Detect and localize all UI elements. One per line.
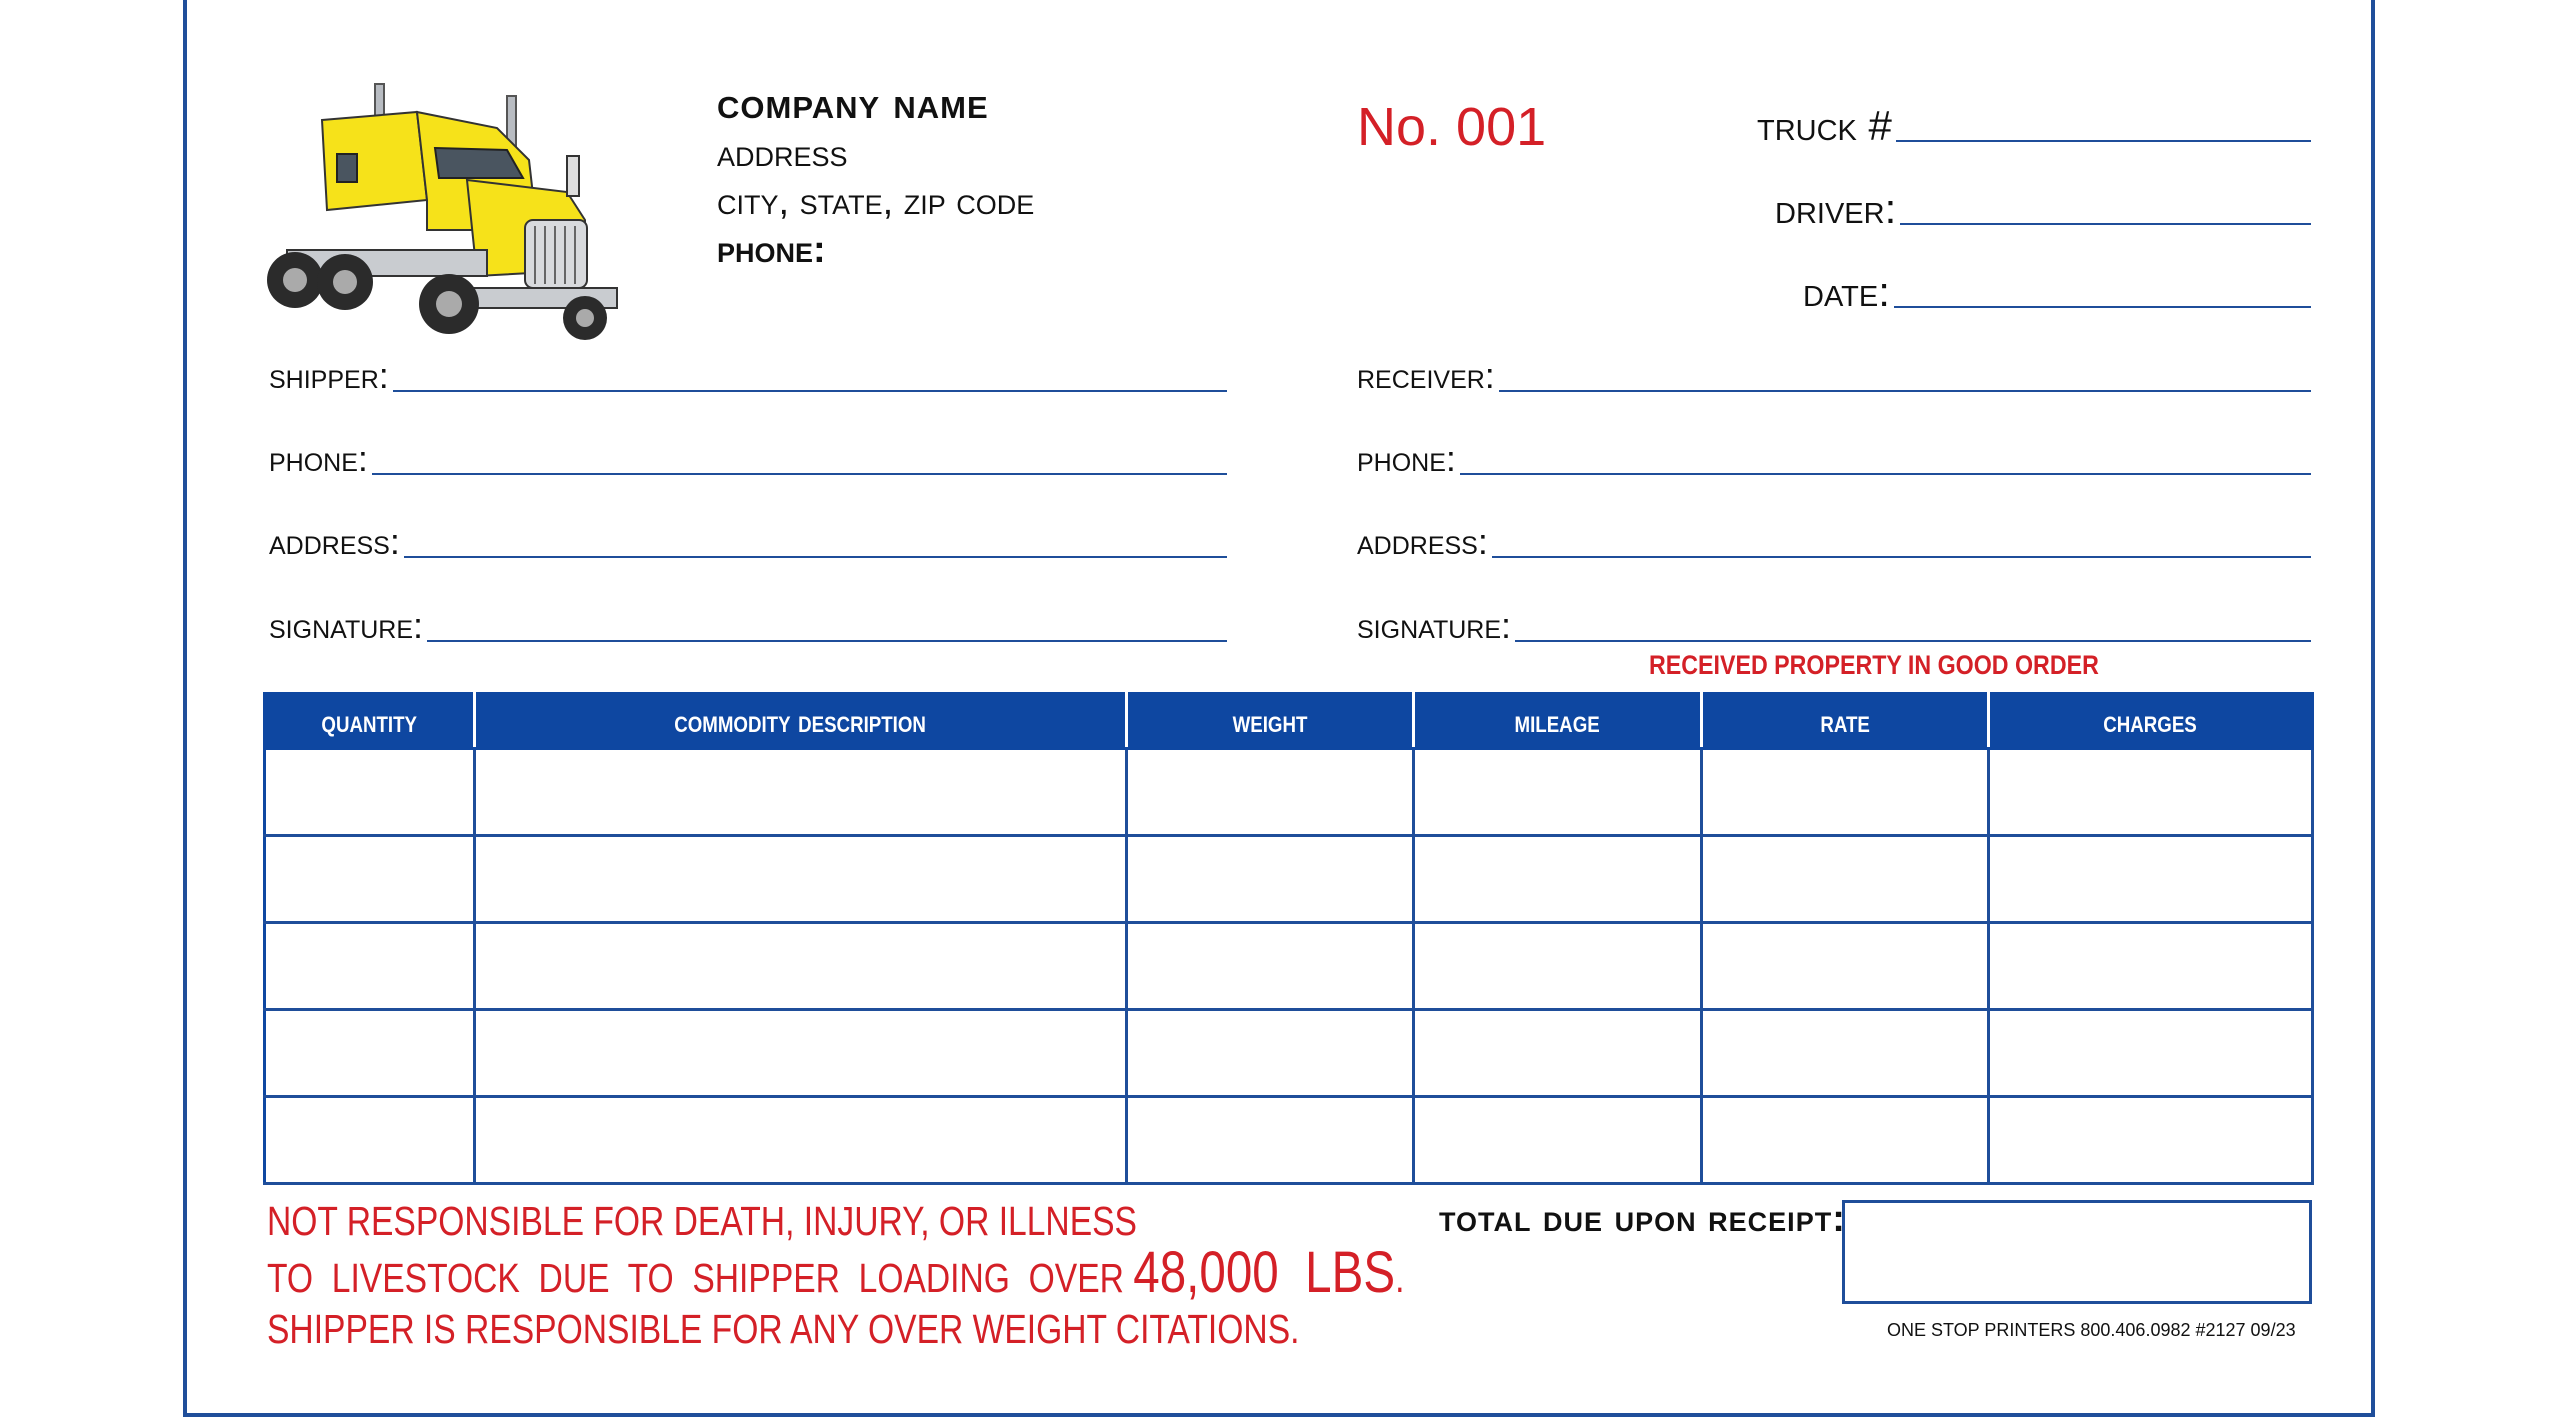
- receiver-line[interactable]: [1499, 389, 2311, 392]
- receiver-phone-label: phone:: [1357, 438, 1456, 479]
- shipper-phone-label: phone:: [269, 438, 368, 479]
- shipper-phone-field[interactable]: [269, 431, 1227, 481]
- company-city-state-zip: city, state, zip code: [717, 181, 1035, 223]
- date-line[interactable]: [1894, 305, 2311, 308]
- company-block: [717, 78, 1034, 274]
- cell-charges[interactable]: [1989, 836, 2313, 923]
- truck-number-label: truck #: [1757, 102, 1892, 149]
- receiver-field[interactable]: [1357, 348, 2311, 398]
- table-header-row: [265, 694, 2313, 749]
- column-header-rate: rate: [1702, 694, 1989, 749]
- cell-mileage[interactable]: [1414, 749, 1702, 836]
- receiver-label: receiver:: [1357, 355, 1495, 396]
- disclaimer-line-2-end: .: [1395, 1255, 1405, 1301]
- cell-weight[interactable]: [1127, 749, 1414, 836]
- disclaimer-line-2: [267, 1240, 1405, 1305]
- cell-commodity-description[interactable]: [475, 923, 1127, 1010]
- cell-quantity[interactable]: [265, 749, 475, 836]
- table-row: [265, 923, 2313, 1010]
- cell-rate[interactable]: [1702, 1097, 1989, 1184]
- receiver-phone-field[interactable]: [1357, 431, 2311, 481]
- shipper-phone-line[interactable]: [372, 472, 1227, 475]
- disclaimer-line-2-text: TO LIVESTOCK DUE TO SHIPPER LOADING OVER: [267, 1255, 1134, 1301]
- cell-quantity[interactable]: [265, 836, 475, 923]
- receiver-address-field[interactable]: [1357, 514, 2311, 564]
- cell-commodity-description[interactable]: [475, 1097, 1127, 1184]
- total-due-box[interactable]: [1842, 1200, 2312, 1304]
- cell-mileage[interactable]: [1414, 923, 1702, 1010]
- table-row: [265, 1010, 2313, 1097]
- cell-mileage[interactable]: [1414, 836, 1702, 923]
- shipper-signature-label: signature:: [269, 605, 423, 646]
- goods-table-body: [265, 749, 2313, 1184]
- received-property-note: RECEIVED PROPERTY IN GOOD ORDER: [1649, 650, 2099, 680]
- shipper-address-field[interactable]: [269, 514, 1227, 564]
- invoice-number: No. 001: [1357, 97, 1547, 157]
- column-header-commodity-description: commodity description: [475, 694, 1127, 749]
- total-due-label: total due upon receipt:: [1439, 1198, 1846, 1240]
- goods-table: [263, 692, 2314, 1185]
- truck-number-line[interactable]: [1896, 139, 2311, 142]
- table-row: [265, 749, 2313, 836]
- cell-rate[interactable]: [1702, 923, 1989, 1010]
- cell-rate[interactable]: [1702, 836, 1989, 923]
- printer-footer: ONE STOP PRINTERS 800.406.0982 #2127 09/23: [1887, 1320, 2296, 1340]
- column-header-weight: weight: [1127, 694, 1414, 749]
- receiver-signature-field[interactable]: [1357, 598, 2311, 648]
- cell-quantity[interactable]: [265, 1097, 475, 1184]
- weight-limit: 48,000 LBS: [1133, 1240, 1396, 1305]
- table-row: [265, 1097, 2313, 1184]
- shipper-signature-line[interactable]: [427, 639, 1227, 642]
- cell-commodity-description[interactable]: [475, 1010, 1127, 1097]
- company-name: company name: [717, 79, 989, 128]
- cell-rate[interactable]: [1702, 749, 1989, 836]
- cell-mileage[interactable]: [1414, 1097, 1702, 1184]
- column-header-mileage: mileage: [1414, 694, 1702, 749]
- shipper-address-label: address:: [269, 521, 400, 562]
- driver-label: driver:: [1775, 185, 1897, 232]
- disclaimer-line-1: NOT RESPONSIBLE FOR DEATH, INJURY, OR ILLNESS: [267, 1198, 1137, 1244]
- disclaimer-line-3: SHIPPER IS RESPONSIBLE FOR ANY OVER WEIGHT CITATIONS.: [267, 1306, 1300, 1352]
- cell-weight[interactable]: [1127, 836, 1414, 923]
- cell-weight[interactable]: [1127, 1010, 1414, 1097]
- cell-commodity-description[interactable]: [475, 836, 1127, 923]
- cell-mileage[interactable]: [1414, 1010, 1702, 1097]
- liability-disclaimer: [267, 1196, 1404, 1355]
- company-phone: phone:: [717, 229, 826, 271]
- receiver-address-line[interactable]: [1492, 555, 2311, 558]
- cell-weight[interactable]: [1127, 923, 1414, 1010]
- shipper-label: shipper:: [269, 355, 389, 396]
- cell-charges[interactable]: [1989, 749, 2313, 836]
- cell-charges[interactable]: [1989, 1010, 2313, 1097]
- truck-number-field[interactable]: [1757, 98, 2311, 148]
- shipper-address-line[interactable]: [404, 555, 1227, 558]
- driver-field[interactable]: [1775, 181, 2311, 231]
- invoice-form: [183, 0, 2375, 1417]
- cell-quantity[interactable]: [265, 1010, 475, 1097]
- shipper-field[interactable]: [269, 348, 1227, 398]
- cell-quantity[interactable]: [265, 923, 475, 1010]
- cell-weight[interactable]: [1127, 1097, 1414, 1184]
- date-label: date:: [1803, 268, 1890, 315]
- company-address: address: [717, 133, 848, 175]
- cell-charges[interactable]: [1989, 923, 2313, 1010]
- column-header-charges: charges: [1989, 694, 2313, 749]
- shipper-signature-field[interactable]: [269, 598, 1227, 648]
- column-header-quantity: quantity: [265, 694, 475, 749]
- date-field[interactable]: [1803, 264, 2311, 314]
- receiver-signature-line[interactable]: [1515, 639, 2311, 642]
- receiver-phone-line[interactable]: [1460, 472, 2311, 475]
- truck-illustration: [267, 80, 627, 345]
- cell-charges[interactable]: [1989, 1097, 2313, 1184]
- receiver-signature-label: signature:: [1357, 605, 1511, 646]
- driver-line[interactable]: [1900, 222, 2311, 225]
- shipper-line[interactable]: [393, 389, 1227, 392]
- cell-rate[interactable]: [1702, 1010, 1989, 1097]
- receiver-address-label: address:: [1357, 521, 1488, 562]
- cell-commodity-description[interactable]: [475, 749, 1127, 836]
- table-row: [265, 836, 2313, 923]
